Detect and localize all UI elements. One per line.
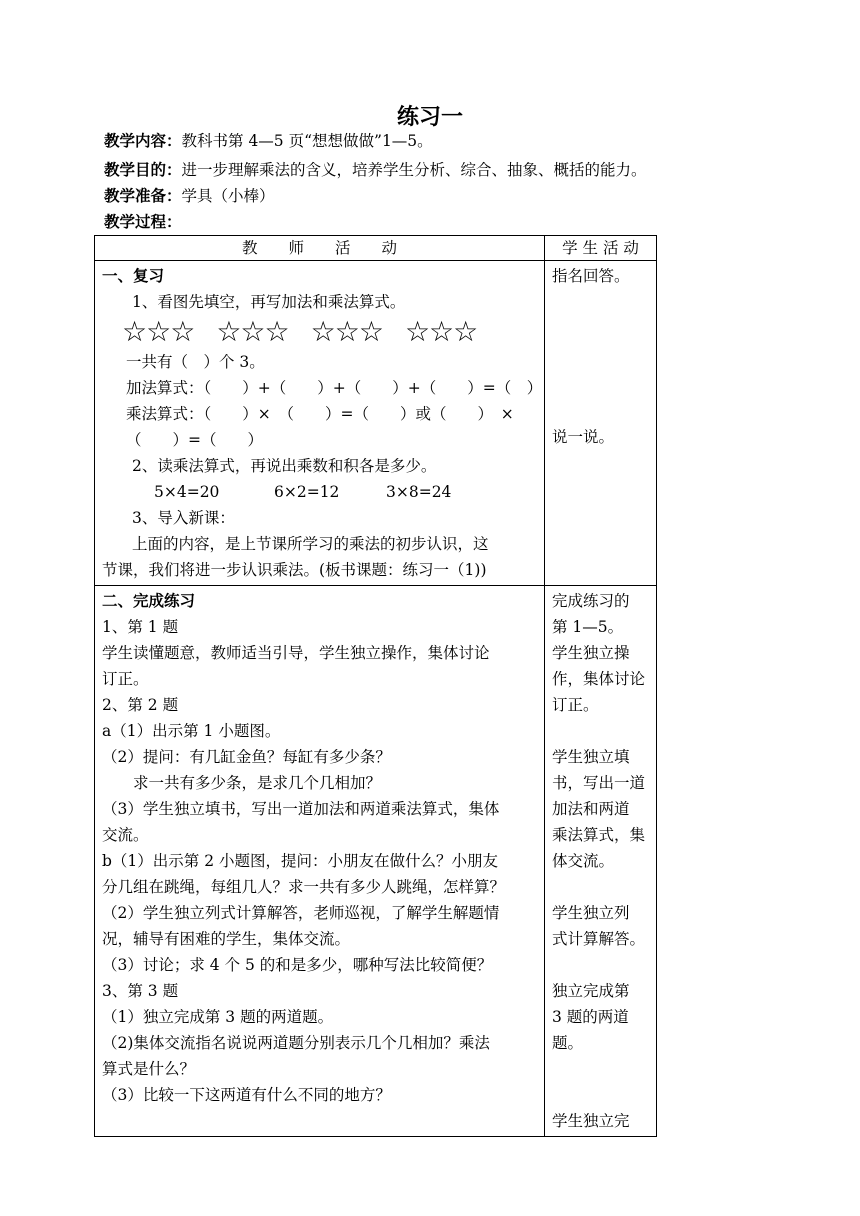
practice-line: 分几组在跳绳，每组几人？求一共有多少人跳绳，怎样算？ — [102, 878, 506, 896]
review-question-3: 3、导入新课： — [132, 509, 235, 527]
equation-list — [102, 479, 538, 505]
equation: 6×2=12 — [274, 483, 340, 501]
teaching-goal-label: 教学目的： — [104, 161, 182, 179]
student-line: 学生独立列 — [552, 904, 630, 922]
review-question-2: 2、读乘法算式，再说出乘数和积各是多少。 — [132, 457, 437, 475]
student-line: 第 1—5。 — [552, 618, 624, 636]
practice-line: （2）学生独立列式计算解答，老师巡视，了解学生解题情 — [102, 904, 500, 922]
practice-line: 学生读懂题意，教师适当引导，学生独立操作，集体讨论 — [102, 644, 490, 662]
table-header-row — [95, 236, 657, 261]
review-section-student — [545, 261, 656, 452]
teaching-process-line — [104, 212, 182, 232]
student-line: 3 题的两道 — [552, 1008, 629, 1026]
practice-line: 求一共有多少条，是求几个几相加？ — [102, 774, 382, 792]
student-line: 学生独立完 — [552, 1112, 630, 1130]
student-line: 加法和两道 — [552, 800, 630, 818]
practice-line: 2、第 2 题 — [102, 696, 179, 714]
teaching-content-label: 教学内容： — [104, 132, 182, 150]
addition-formula-blank: 加法算式：（ ）+（ ）+（ ）+（ ）=（ ） — [126, 379, 543, 397]
student-line: 独立完成第 — [552, 982, 630, 1000]
practice-line: 1、第 1 题 — [102, 618, 179, 636]
teaching-goal-line — [104, 160, 647, 180]
star-group: ☆☆☆ — [216, 315, 289, 348]
intro-paragraph-line: 节课，我们将进一步认识乘法。(板书课题：练习一（1)) — [102, 561, 487, 579]
star-group: ☆☆☆ — [404, 315, 478, 348]
total-count-blank: 一共有（ ）个 3。 — [126, 353, 265, 371]
equation: 3×8=24 — [386, 483, 452, 501]
practice-line: b（1）出示第 2 小题图，提问：小朋友在做什么？小朋友 — [102, 852, 499, 870]
teaching-prep-value: 学具（小棒） — [181, 187, 275, 205]
teaching-process-label: 教学过程： — [104, 213, 182, 231]
practice-line: a（1）出示第 1 小题图。 — [102, 722, 281, 740]
teaching-content-value: 教科书第 4—5 页“想想做做”1—5。 — [181, 132, 433, 150]
star-group: ☆☆☆ — [122, 315, 195, 348]
student-line: 学生独立填 — [552, 748, 630, 766]
practice-line: 订正。 — [102, 670, 149, 688]
review-question-1: 1、看图先填空，再写加法和乘法算式。 — [132, 293, 406, 311]
practice-line: 况，辅导有困难的学生，集体交流。 — [102, 930, 351, 948]
student-line: 题。 — [552, 1034, 584, 1052]
student-line: 书，写出一道 — [552, 774, 646, 792]
practice-line: （2)集体交流指名说说两道题分别表示几个几相加？乘法 — [102, 1034, 490, 1052]
practice-section-row — [95, 586, 657, 1137]
practice-line: （1）独立完成第 3 题的两道题。 — [102, 1008, 334, 1026]
practice-line: （2）提问：有几缸金鱼？每缸有多少条？ — [102, 748, 391, 766]
practice-line: 算式是什么？ — [102, 1060, 196, 1078]
student-line: 作，集体讨论 — [552, 670, 646, 688]
teaching-prep-label: 教学准备： — [104, 187, 182, 205]
review-section-row — [95, 261, 657, 586]
teaching-prep-line — [104, 186, 275, 206]
equation: 5×4=20 — [154, 483, 220, 501]
teaching-goal-value: 进一步理解乘法的含义，培养学生分析、综合、抽象、概括的能力。 — [181, 161, 647, 179]
multiplication-formula-blank-cont: （ ）=（ ） — [126, 431, 263, 449]
practice-line: 交流。 — [102, 826, 149, 844]
lesson-plan-table — [94, 235, 657, 1137]
page-title: 练习一 — [396, 105, 463, 130]
practice-section-student — [545, 586, 656, 1136]
student-line: 式计算解答。 — [552, 930, 646, 948]
practice-line: （3）学生独立填书，写出一道加法和两道乘法算式，集体 — [102, 800, 500, 818]
student-activity-text: 说一说。 — [552, 428, 615, 446]
intro-paragraph-line: 上面的内容，是上节课所学习的乘法的初步认识，这 — [132, 535, 489, 553]
student-line: 体交流。 — [552, 852, 615, 870]
practice-line: （3）比较一下这两道有什么不同的地方？ — [102, 1086, 391, 1104]
student-activity-text: 指名回答。 — [552, 267, 630, 285]
review-section-teacher — [95, 261, 544, 585]
header-teacher-activity: 教 师 活 动 — [95, 236, 545, 261]
multiplication-formula-blank: 乘法算式：（ ）× （ ）=（ ）或（ ） × — [126, 405, 514, 423]
header-student-activity: 学 生 活 动 — [545, 236, 657, 261]
star-groups — [102, 315, 538, 349]
student-line: 学生独立操 — [552, 644, 630, 662]
student-line: 订正。 — [552, 696, 599, 714]
teaching-content-line — [104, 131, 433, 151]
star-group: ☆☆☆ — [310, 315, 383, 348]
student-line: 完成练习的 — [552, 592, 630, 610]
student-line: 乘法算式，集 — [552, 826, 646, 844]
practice-heading: 二、完成练习 — [102, 592, 196, 610]
practice-line: 3、第 3 题 — [102, 982, 179, 1000]
review-heading: 一、复习 — [102, 267, 165, 285]
practice-line: （3）讨论；求 4 个 5 的和是多少，哪种写法比较简便？ — [102, 956, 493, 974]
practice-section-teacher — [95, 586, 544, 1110]
